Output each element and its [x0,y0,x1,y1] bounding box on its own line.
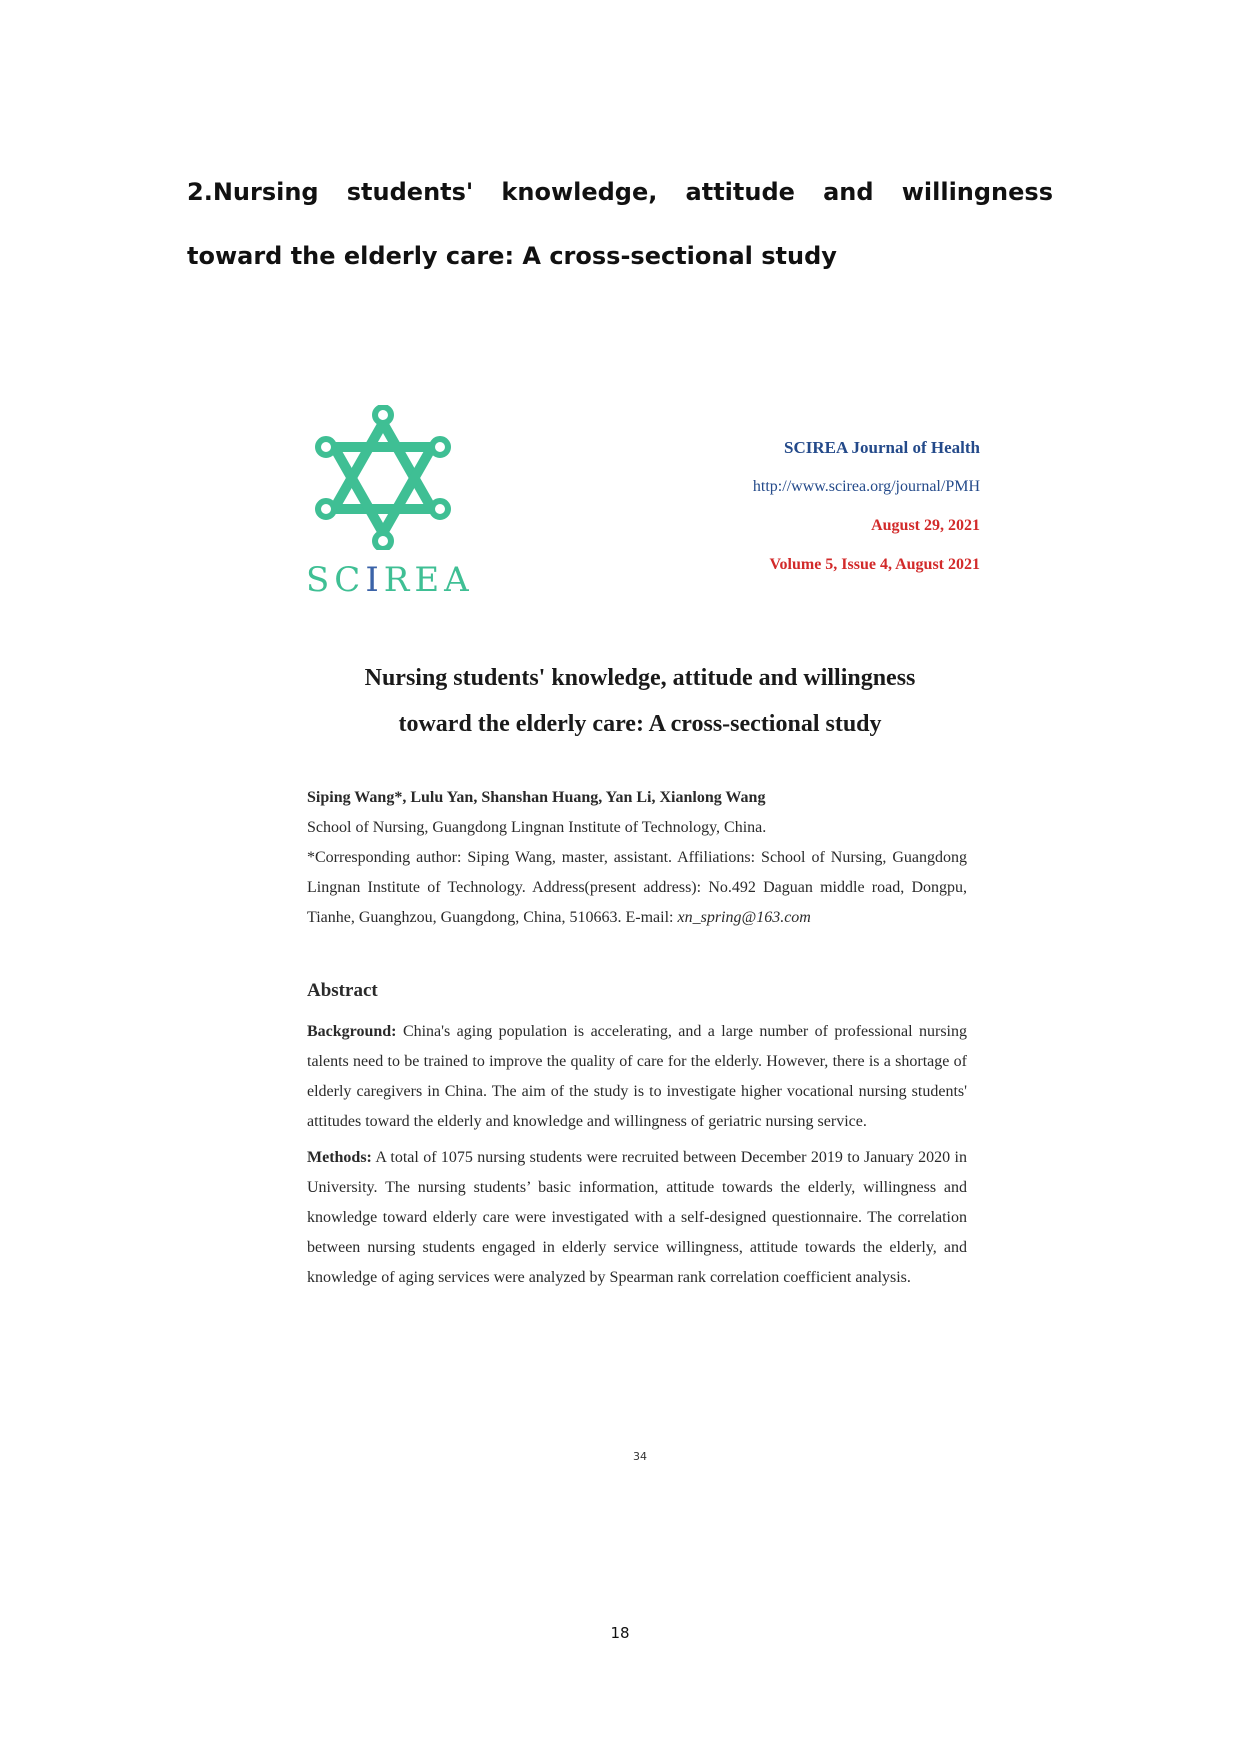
volume-issue: Volume 5, Issue 4, August 2021 [769,556,980,573]
email: xn_spring@163.com [677,909,811,926]
journal-name: SCIREA Journal of Health [784,438,980,457]
publication-date: August 29, 2021 [871,517,980,534]
star-of-david-icon [308,405,458,550]
journal-info [753,428,980,584]
abstract-heading: Abstract [307,980,378,1001]
scirea-logo [300,405,480,600]
abstract-background: Background: China's aging population is accelerating, and a large number of professional nursing talents need to be trained to improve the quality of care for the elderly. However, there is a shortage of elderly caregivers in China. The aim of the study is to investigate higher vocational nursing students' attitudes toward the elderly and knowledge and willingness of geriatric nursing service. [307,1023,968,1130]
paper-title: Nursing students' knowledge, attitude and willingness toward the elderly care: A cross-sectional study [364,665,916,737]
inner-page-number: 34 [633,1450,647,1463]
abstract-methods: Methods: A total of 1075 nursing students were recruited between December 2019 to January 2020 in University. The nursing students’ basic information, attitude towards the elderly, willingness and knowledge toward elderly care were investigated with a self-designed questionnaire. The correlation between nursing students engaged in elderly service willingness, attitude towards the elderly, and knowledge of aging services were analyzed by Spearman rank correlation coefficient analysis. [307,1149,967,1286]
embedded-paper-page [300,405,980,1475]
journal-url: http://www.scirea.org/journal/PMH [752,478,980,495]
affiliation: School of Nursing, Guangdong Lingnan Institute of Technology, China. [307,819,767,836]
section-heading: 2.Nursing students' knowledge, attitude and willingness toward the elderly care: A cross-sectional study [187,178,1053,270]
authors: Siping Wang*, Lulu Yan, Shanshan Huang, Yan Li, Xianlong Wang [307,789,766,806]
logo-wordmark: SCIREA [306,560,474,600]
corresponding-author: *Corresponding author: Siping Wang, master, assistant. Affiliations: School of Nursing, Guangdong Lingnan Institute of Technology. Address(present address): No.492 Daguan middle road, Dongpu, Tianhe, Guanghzou, Guangdong, China, 510663. E-mail: xn_spring@163.com [307,849,967,926]
page-number: 18 [610,1624,630,1642]
paper-body [307,783,967,1293]
